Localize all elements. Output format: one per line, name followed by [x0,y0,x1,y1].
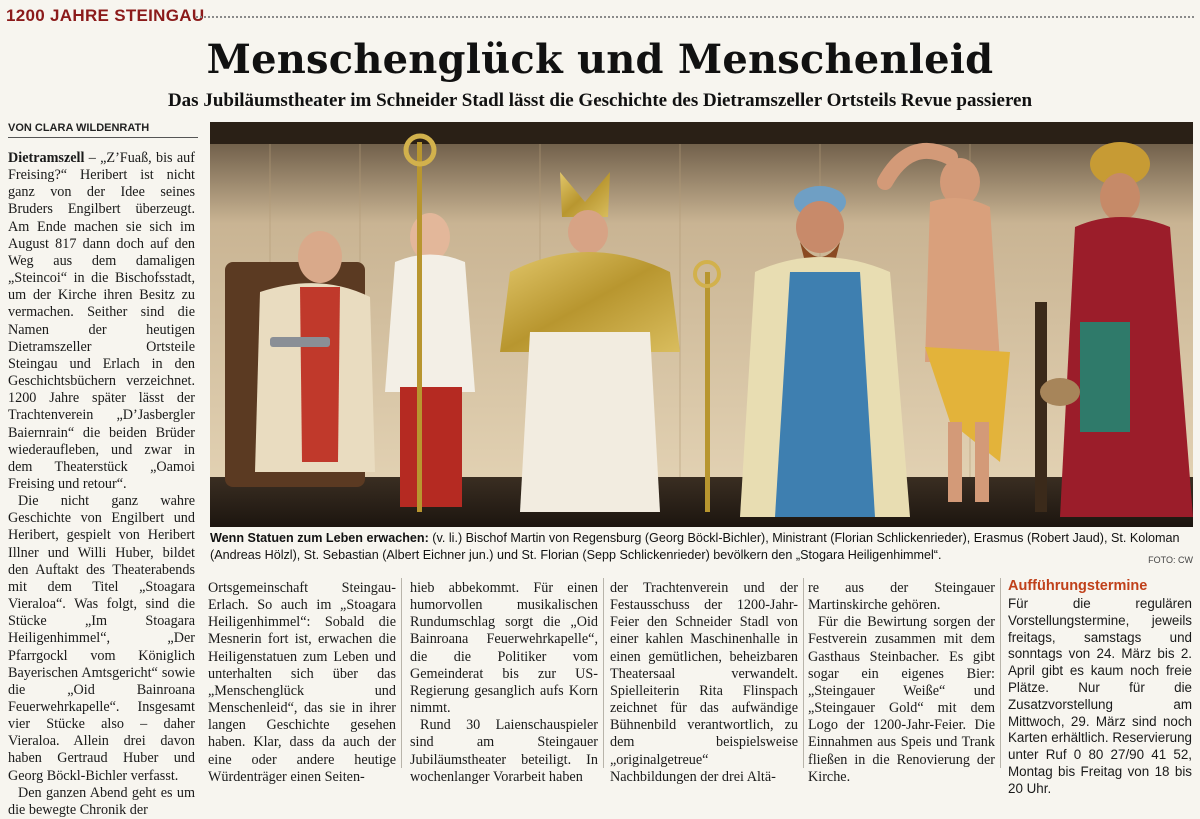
paragraph: Ortsgemeinschaft Steingau-Erlach. So auch im „Stoagara Heiligenhimmel“: Sobald die Mesnerin fort ist, erwachen die Heiligenstatuen zum Leben und unterhalten sich über das „Menschenglück und Menschenleid“, das sie in ihrer langen Geschichte gesehen haben. Klar, dass da auch der eine oder andere heutige Würdenträger einen Seiten- [208,580,396,785]
paragraph-text: – „Z’Fuaß, bis auf Freising?“ Heribert ist nicht ganz von der Idee seines Bruders Engilbert überzeugt. Am Ende machen sie sich im August 817 dann doch auf den Weg aus dem damaligen „Steincoi“ in die Bischofsstadt, um der Kirche ihren Besitz zu vermachen. Seither sind die Namen der heutigen Dietramszeller Ortsteile Steingau und Erlach in den Geschichtsbüchern verzeichnet. 1200 Jahre später lässt der Trachtenverein „D’Jasbergler Baiernrain“ die beiden Brüder wiederaufleben, und zwar in dem Theaterstück „Oamoi Freising und retour“. [8,150,195,492]
paragraph: der Trachtenverein und der Festausschuss der 1200-Jahr-Feier den Schneider Stadl von einer kahlen Maschinenhalle in einen gemütlichen, beheizbaren Theatersaal verwandelt. Spielleiterin Rita Flinspach zeichnet für das aufwändige Bühnenbild verantwortlich, zu dem beispielsweise „originalgetreue“ Nachbildungen der drei Altä- [610,580,798,785]
article-column-2 [208,580,396,785]
paragraph: Die nicht ganz wahre Geschichte von Engilbert und Heribert, gespielt von Heribert Illner und Willi Huber, bildet den Auftakt des Theaterabends mit dem Titel „Stoagara Vieraloa“. Was folgt, sind die Stücke „Im Stoagara Heiligenhimmel“, „Der Pfarrgockl vom Königlich Bayerischen Amtsgericht“ sowie die „Oid Bainroana Feuerwehrkapelle“. Insgesamt vier Stücke also – daher Vieraloa. Allein drei davon haben Gertraud Huber und Georg Böckl-Bichler verfasst. [8,493,195,784]
article-column-4 [610,580,798,785]
paragraph: Rund 30 Laienschauspieler sind am Steingauer Jubiläumstheater beteiligt. In wochenlanger Vorarbeit haben [410,717,598,785]
paragraph: re aus der Steingauer Martinskirche gehören. [808,580,995,614]
photo-credit: FOTO: CW [1148,555,1193,565]
info-box [1008,578,1192,796]
kicker-dotted-rule [196,16,1194,18]
stage-photo [210,122,1193,527]
column-divider [401,578,402,768]
byline: VON CLARA WILDENRATH [8,122,198,138]
article-column-5 [808,580,995,785]
article-column-1 [8,150,195,818]
photo-caption [210,530,1193,572]
section-kicker: 1200 JAHRE STEINGAU [6,6,205,25]
caption-text: (v. li.) Bischof Martin von Regensburg (Georg Böckl-Bichler), Ministrant (Florian Schlickenrieder), Erasmus (Robert Jaud), St. Koloman (Andreas Hölzl), St. Sebastian (Albert Eichner jun.) und St. Florian (Sepp Schlickenrieder) bevölkern den „Stogara Heiligenhimmel“. [210,531,1180,562]
article-headline: Menschenglück und Menschenleid [206,36,994,83]
paragraph: Den ganzen Abend geht es um die bewegte Chronik der [8,784,195,818]
dateline: Dietramszell [8,150,85,166]
stage-scene-illustration [210,122,1193,527]
info-box-title: Aufführungstermine [1008,578,1148,594]
paragraph: Für die Bewirtung sorgen der Festverein zusammen mit dem Gasthaus Steinbacher. Es gibt sogar ein eigenes Bier: „Steingauer Weiße“ und „Steingauer Gold“ mit dem Logo der 1200-Jahr-Feier. Die Einnahmen aus Speis und Trank fließen in die Renovierung der Kirche. [808,614,995,785]
column-divider [603,578,604,768]
column-divider [803,578,804,768]
paragraph [8,150,195,493]
paragraph: hieb abbekommt. Für einen humorvollen musikalischen Rundumschlag sorgt die „Oid Bainroana Feuerwehrkapelle“, die die Politiker vom Gemeinderat bis zur US-Regierung gesanglich aufs Korn nimmt. [410,580,598,717]
article-column-3 [410,580,598,785]
column-divider [1000,578,1001,768]
article-subhead: Das Jubiläumstheater im Schneider Stadl lässt die Geschichte des Dietramszeller Ortsteils Revue passieren [167,90,1033,111]
caption-lead: Wenn Statuen zum Leben erwachen: [210,531,429,545]
info-box-text: Für die regulären Vorstellungstermine, jeweils freitags, samstags und sonntags von 24. März bis 2. April gibt es kaum noch freie Plätze. Nur für die Zusatzvorstellung am Mittwoch, 29. März sind noch Karten erhältlich. Reservierung unter Ruf 0 80 27/90 41 52, Montag bis Freitag von 18 bis 20 Uhr. [1008,596,1192,796]
